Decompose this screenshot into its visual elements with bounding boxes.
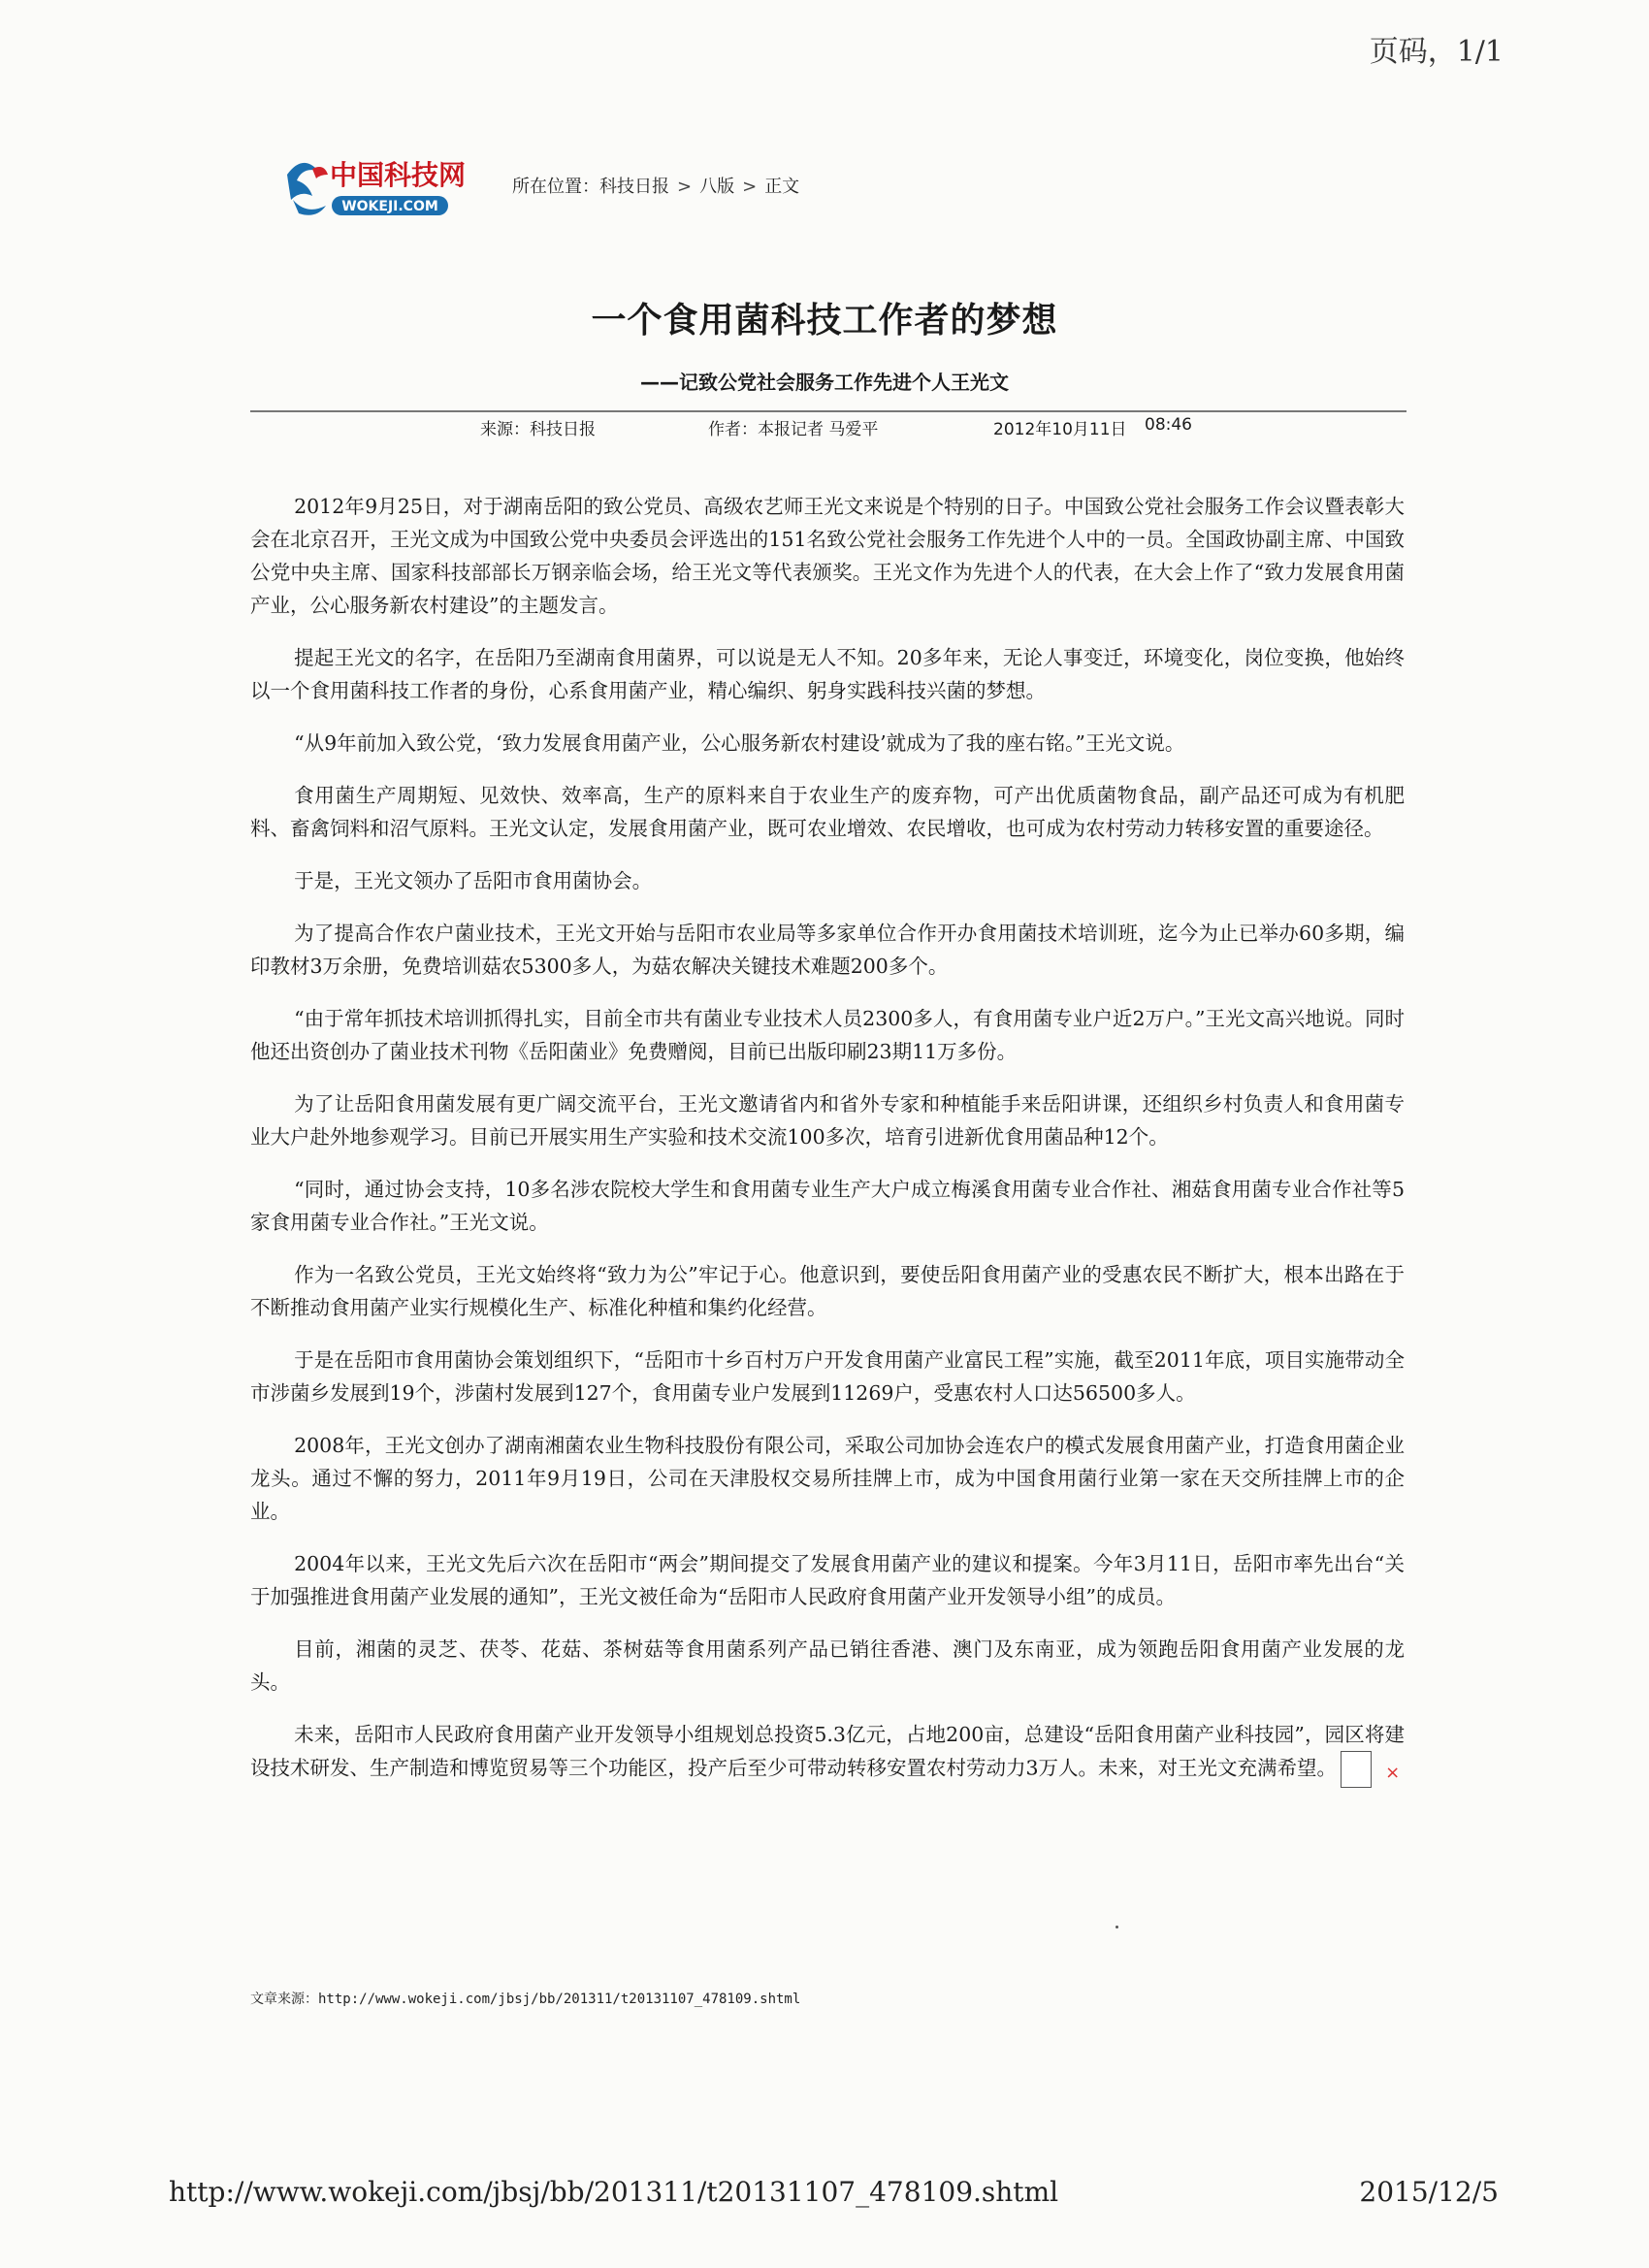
- article-source: 来源：科技日报: [480, 420, 596, 439]
- paragraph: 作为一名致公党员，王光文始终将“致力为公”牢记于心。他意识到，要使岳阳食用菌产业的受惠农民不断扩大，根本出路在于不断推动食用菌产业实行规模化生产、标准化种植和集约化经营。: [250, 1263, 1405, 1319]
- article-meta: [252, 415, 1406, 444]
- breadcrumb-item[interactable]: 科技日报: [599, 177, 669, 197]
- paragraph: “从9年前加入致公党，‘致力发展食用菌产业，公心服务新农村建设’就成为了我的座右铭。”王光文说。: [294, 731, 1185, 755]
- article-subtitle: ——记致公党社会服务工作先进个人王光文: [640, 371, 1009, 394]
- breadcrumb-separator: >: [677, 177, 693, 197]
- paragraph: “由于常年抓技术培训抓得扎实，目前全市共有菌业专业技术人员2300多人，有食用菌专业户近2万户。”王光文高兴地说。同时他还出资创办了菌业技术刊物《岳阳菌业》免费赠阅，目前已出版印刷23期11万多份。: [250, 1007, 1405, 1063]
- broken-image-glyph: ×: [1385, 1763, 1401, 1783]
- article-author: 作者：本报记者 马爱平: [708, 420, 879, 439]
- page-number: 页码，1/1: [1369, 35, 1504, 69]
- paragraph-last: [250, 1718, 1405, 1788]
- paragraph: 为了让岳阳食用菌发展有更广阔交流平台，王光文邀请省内和省外专家和种植能手来岳阳讲课，还组织乡村负责人和食用菌专业大户赴外地参观学习。目前已开展实用生产实验和技术交流100多次，培育引进新优食用菌品种12个。: [250, 1092, 1405, 1149]
- paragraph: 2008年，王光文创办了湖南湘菌农业生物科技股份有限公司，采取公司加协会连农户的模式发展食用菌产业，打造食用菌企业龙头。通过不懈的努力，2011年9月19日，公司在天津股权交易所挂牌上市，成为中国食用菌行业第一家在天交所挂牌上市的企业。: [250, 1434, 1405, 1523]
- paragraph: 于是在岳阳市食用菌协会策划组织下，“岳阳市十乡百村万户开发食用菌产业富民工程”实施，截至2011年底，项目实施带动全市涉菌乡发展到19个，涉菌村发展到127个，食用菌专业户发展到11269户，受惠农村人口达56500多人。: [250, 1348, 1405, 1405]
- article-body: [250, 490, 1405, 1807]
- scan-speck: [1116, 1926, 1118, 1928]
- footer-date: 2015/12/5: [1359, 2176, 1499, 2208]
- header-divider: [250, 410, 1406, 412]
- breadcrumb: [512, 173, 799, 198]
- site-logo[interactable]: [274, 146, 506, 233]
- breadcrumb-item[interactable]: 八版: [699, 177, 735, 197]
- article-date: 2012年10月11日: [993, 420, 1127, 439]
- article-source-url: 文章来源：http://www.wokeji.com/jbsj/bb/201311/t20131107_478109.shtml: [250, 1992, 801, 2007]
- breadcrumb-item: 正文: [764, 177, 800, 197]
- brand-name: 中国科技网: [330, 159, 467, 191]
- paragraph-text: 未来，岳阳市人民政府食用菌产业开发领导小组规划总投资5.3亿元，占地200亩，总建设“岳阳食用菌产业科技园”，园区将建设技术研发、生产制造和博览贸易等三个功能区，投产后至少可带动转移安置农村劳动力3万人。未来，对王光文充满希望。: [250, 1723, 1405, 1780]
- paragraph: 目前，湘菌的灵芝、茯苓、花菇、茶树菇等食用菌系列产品已销往香港、澳门及东南亚，成为领跑岳阳食用菌产业发展的龙头。: [250, 1637, 1405, 1694]
- footer-url: http://www.wokeji.com/jbsj/bb/201311/t20131107_478109.shtml: [169, 2176, 1059, 2208]
- paragraph: 2012年9月25日，对于湖南岳阳的致公党员、高级农艺师王光文来说是个特别的日子。中国致公党社会服务工作会议暨表彰大会在北京召开，王光文成为中国致公党中央委员会评选出的151名致公党社会服务工作先进个人中的一员。全国政协副主席、中国致公党中央主席、国家科技部部长万钢亲临会场，给王光文等代表颁奖。王光文作为先进个人的代表，在大会上作了“致力发展食用菌产业，公心服务新农村建设”的主题发言。: [250, 495, 1405, 617]
- logo-mark-icon: [274, 146, 506, 233]
- article-time: 08:46: [1145, 415, 1192, 435]
- paragraph: 2004年以来，王光文先后六次在岳阳市“两会”期间提交了发展食用菌产业的建议和提案。今年3月11日，岳阳市率先出台“关于加强推进食用菌产业发展的通知”，王光文被任命为“岳阳市人民政府食用菌产业开发领导小组”的成员。: [250, 1552, 1405, 1608]
- paragraph: 提起王光文的名字，在岳阳乃至湖南食用菌界，可以说是无人不知。20多年来，无论人事变迁，环境变化，岗位变换，他始终以一个食用菌科技工作者的身份，心系食用菌产业，精心编织、躬身实践科技兴菌的梦想。: [250, 646, 1405, 702]
- paragraph: 为了提高合作农户菌业技术，王光文开始与岳阳市农业局等多家单位合作开办食用菌技术培训班，迄今为止已举办60多期，编印教材3万余册，免费培训菇农5300多人，为菇农解决关键技术难题200多个。: [250, 922, 1405, 978]
- paragraph: “同时，通过协会支持，10多名涉农院校大学生和食用菌专业生产大户成立梅溪食用菌专业合作社、湘菇食用菌专业合作社等5家食用菌专业合作社。”王光文说。: [250, 1178, 1405, 1234]
- article-title: 一个食用菌科技工作者的梦想: [591, 301, 1058, 340]
- broken-image-icon: [1341, 1751, 1401, 1788]
- breadcrumb-label: 所在位置：: [512, 177, 599, 197]
- paragraph: 于是，王光文领办了岳阳市食用菌协会。: [294, 869, 653, 892]
- breadcrumb-separator: >: [742, 177, 758, 197]
- brand-domain: WOKEJI.COM: [341, 199, 438, 214]
- paragraph: 食用菌生产周期短、见效快、效率高，生产的原料来自于农业生产的废弃物，可产出优质菌物食品，副产品还可成为有机肥料、畜禽饲料和沼气原料。王光文认定，发展食用菌产业，既可农业增效、农民增收，也可成为农村劳动力转移安置的重要途径。: [250, 784, 1405, 840]
